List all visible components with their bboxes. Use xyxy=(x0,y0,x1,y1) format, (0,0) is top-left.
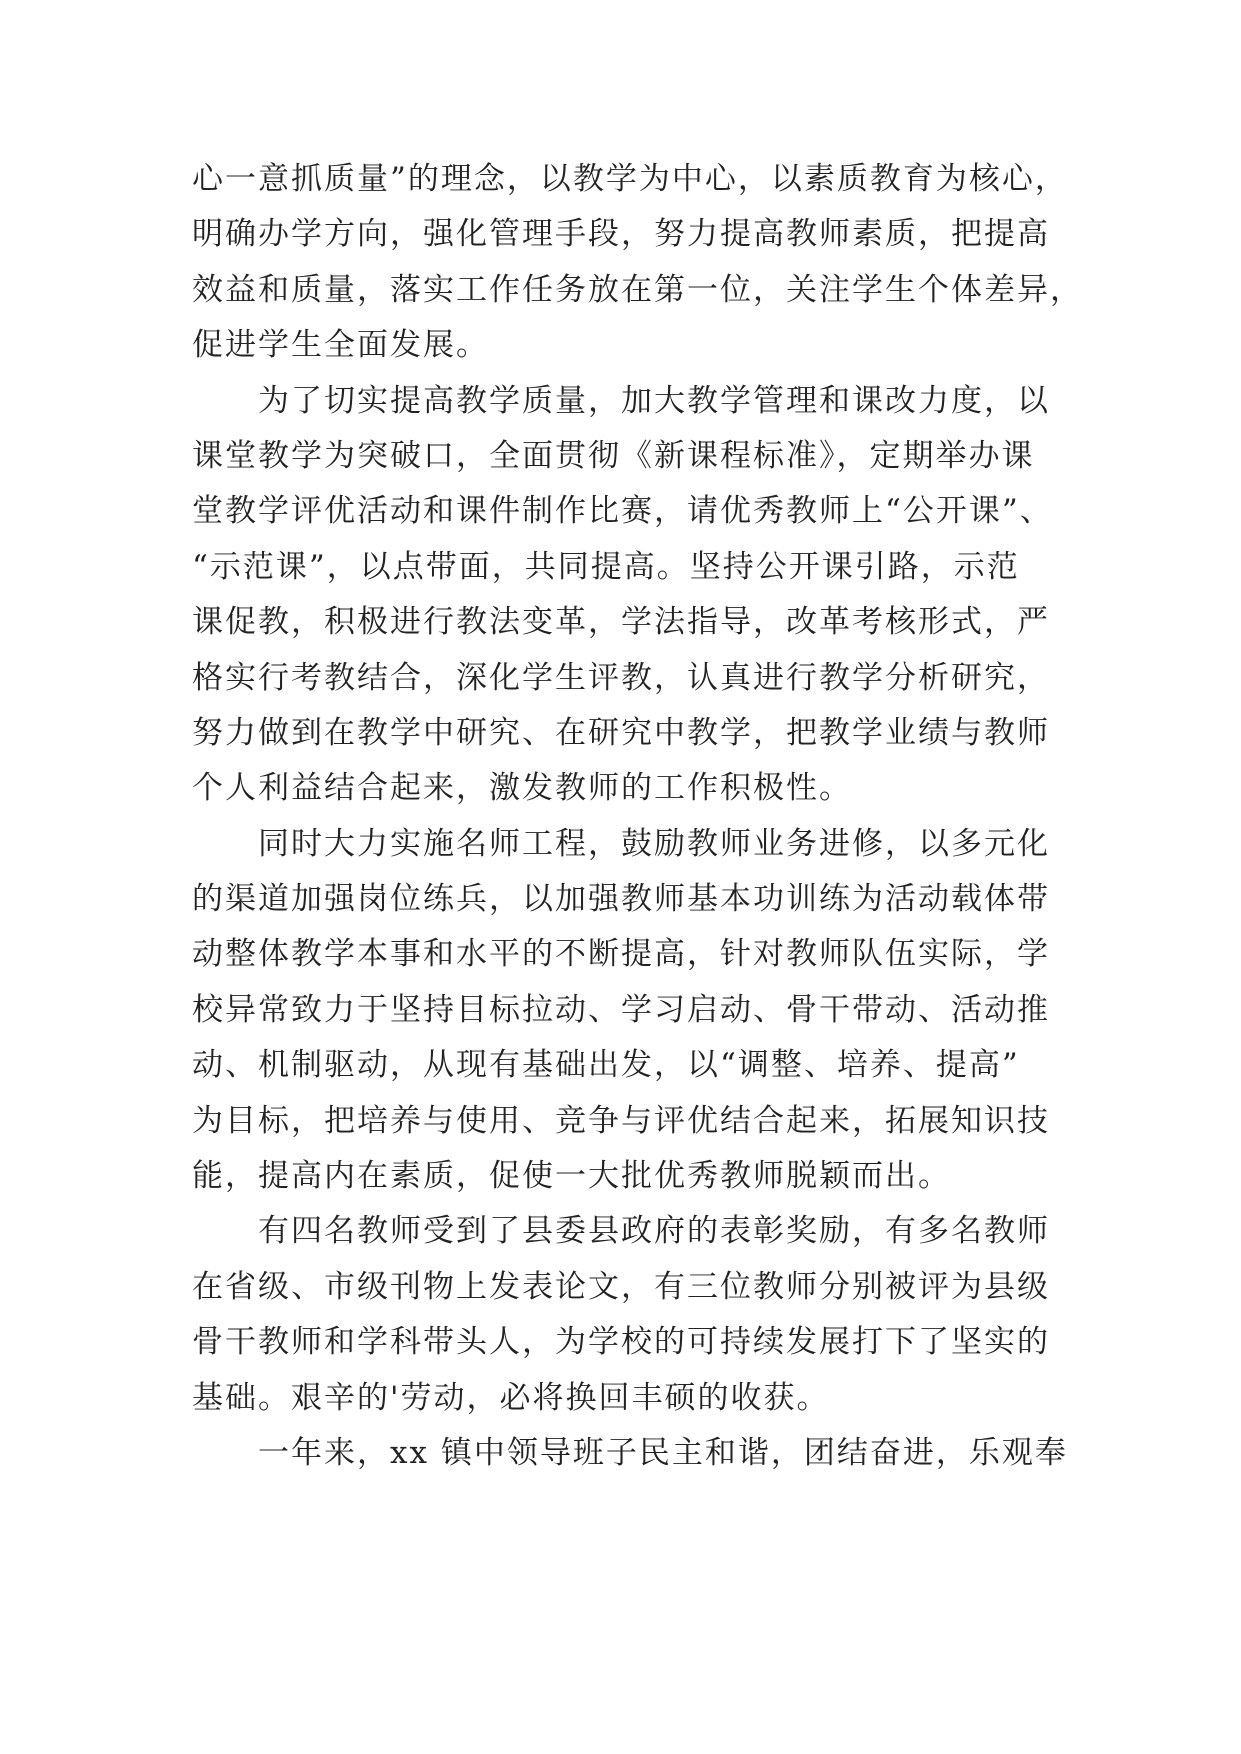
text-line: 心一意抓质量”的理念，以教学为中心，以素质教育为核心， xyxy=(192,161,1068,197)
text-line: 骨干教师和学科带头人，为学校的可持续发展打下了坚实的 xyxy=(192,1324,1050,1361)
text-line: 的渠道加强岗位练兵，以加强教师基本功训练为活动载体带 xyxy=(192,881,1050,918)
text-line: 促进学生全面发展。 xyxy=(192,327,489,364)
text-line: 动、机制驱动，从现有基础出发，以“调整、培养、提高” xyxy=(192,1047,1020,1084)
text-line: 个人利益结合起来，激发教师的工作积极性。 xyxy=(192,770,852,807)
text-line: 校异常致力于坚持目标拉动、学习启动、骨干带动、活动推 xyxy=(192,991,1050,1028)
paragraph-first-line: 有四名教师受到了县委县政府的表彰奖励，有多名教师 xyxy=(258,1213,1050,1250)
text-line: 效益和质量，落实工作任务放在第一位，关注学生个体差异， xyxy=(192,271,1083,308)
text-line: 在省级、市级刊物上发表论文，有三位教师分别被评为县级 xyxy=(192,1268,1050,1305)
document-body xyxy=(192,152,1092,1481)
text-line: 动整体教学本事和水平的不断提高，针对教师队伍实际，学 xyxy=(192,936,1050,973)
paragraph-first-line: 一年来，xx 镇中领导班子民主和谐，团结奋进，乐观奉 xyxy=(258,1434,1068,1471)
paragraph-first-line: 同时大力实施名师工程，鼓励教师业务进修，以多元化 xyxy=(258,825,1050,862)
text-line: 课促教，积极进行教法变革，学法指导，改革考核形式，严 xyxy=(192,604,1050,641)
text-line: 堂教学评优活动和课件制作比赛，请优秀教师上“公开课”、 xyxy=(192,493,1053,530)
text-line: 格实行考教结合，深化学生评教，认真进行教学分析研究， xyxy=(192,659,1050,696)
text-line: 能，提高内在素质，促使一大批优秀教师脱颖而出。 xyxy=(192,1158,951,1195)
text-line: 努力做到在教学中研究、在研究中教学，把教学业绩与教师 xyxy=(192,714,1050,751)
text-line: “示范课”，以点带面，共同提高。坚持公开课引路，示范 xyxy=(192,548,1020,585)
paragraph-first-line: 为了切实提高教学质量，加大教学管理和课改力度，以 xyxy=(258,382,1050,419)
text-line: 明确办学方向，强化管理手段，努力提高教师素质，把提高 xyxy=(192,216,1050,253)
text-line: 基础。艰辛的'劳动，必将换回丰硕的收获。 xyxy=(192,1379,830,1416)
text-line: 为目标，把培养与使用、竞争与评优结合起来，拓展知识技 xyxy=(192,1102,1050,1139)
text-line: 课堂教学为突破口，全面贯彻《新课程标准》，定期举办课 xyxy=(192,437,1035,474)
